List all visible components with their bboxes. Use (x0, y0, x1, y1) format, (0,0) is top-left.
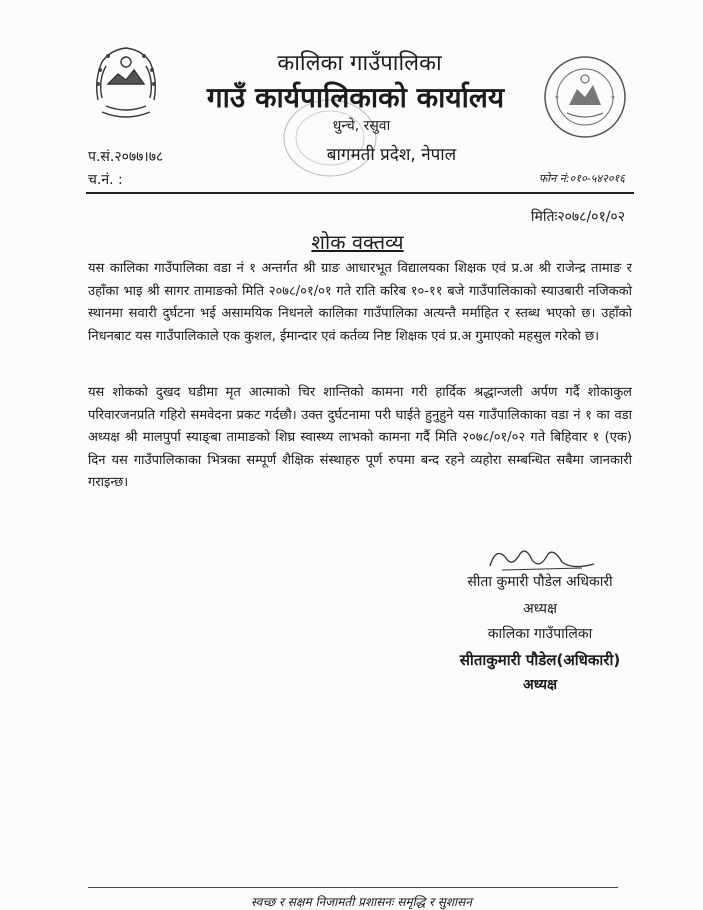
province-address: बागमती प्रदेश, नेपाल (326, 145, 457, 165)
header-divider (86, 192, 634, 194)
notice-date: मितिः२०७८/०१/०२ (530, 209, 625, 225)
footer-motto: स्वच्छ र सक्षम निजामती प्रशासनः समृद्धि र सुशासन (251, 895, 472, 909)
office-title: गाउँ कार्यपालिकाको कार्यालय (206, 81, 505, 114)
municipality-name: कालिका गाउँपालिका (277, 51, 442, 76)
dispatch-number: च.नं. : (88, 172, 123, 188)
signatory-stamp-designation: अध्यक्ष (522, 677, 558, 693)
office-location: धुन्चे, रसुवा (332, 118, 391, 134)
phone-number: फोन नं:०१०-५४२०१६ (538, 172, 625, 185)
signatory-name: सीता कुमारी पौडेल अधिकारी (467, 574, 613, 590)
notice-paragraph-1: यस कालिका गाउँपालिका वडा नं १ अन्तर्गत श्री ग्राङ आधारभूत विद्यालयका शिक्षक एवं प्र.अ श्री राजेन्द्र तामाङ र उहाँका भाइ श्री सागर तामाङको मिति २०७८/०१/०१ गते राति करिब १०-११ बजे गाउँपालिकाको स्याउबारी नजिकको स्थानमा सवारी दुर्घटना भई असामयिक निधनले कालिका गाउँपालिका अत्यन्तै मर्माहित र स्तब्ध भएको छ। उहाँको निधनबाट यस गाउँपालिकाले एक कुशल, ईमान्दार एवं कर्तव्य निष्ट शिक्षक एवं प्र.अ गुमाएको महसुल गरेको छ। (88, 261, 632, 344)
signatory-designation: अध्यक्ष (522, 601, 558, 617)
reference-number: प.सं.२०७७।७८ (88, 149, 164, 165)
notice-paragraph-2: यस शोकको दुखद घडीमा मृत आत्माको चिर शान्तिको कामना गरी हार्दिक श्रद्धान्जली अर्पण गर्दै शोकाकुल परिवारजनप्रति गहिरो समवेदना प्रकट गर्दछौ। उक्त दुर्घटनामा परी घाईते हुनुहुने यस गाउँपालिकाका वडा नं १ का वडा अध्यक्ष श्री मालपुर्पा स्याङ्बा तामाङको शिघ्र स्वास्थ्य लाभको कामना गर्दै मिति २०७८/०१/०२ गते बिहिवार १ (एक) दिन यस गाउँपालिकाका भित्रका सम्पूर्ण शैक्षिक संस्थाहरु पूर्ण रुपमा बन्द रहने व्यहोरा सम्बन्धित सबैमा जानकारी गराइन्छ। (88, 385, 632, 490)
notice-title: शोक वक्तव्य (311, 230, 404, 254)
footer-divider (88, 887, 618, 888)
signatory-stamp-name: सीताकुमारी पौडेल(अधिकारी) (459, 651, 621, 669)
signatory-office: कालिका गाउँपालिका (487, 626, 593, 642)
